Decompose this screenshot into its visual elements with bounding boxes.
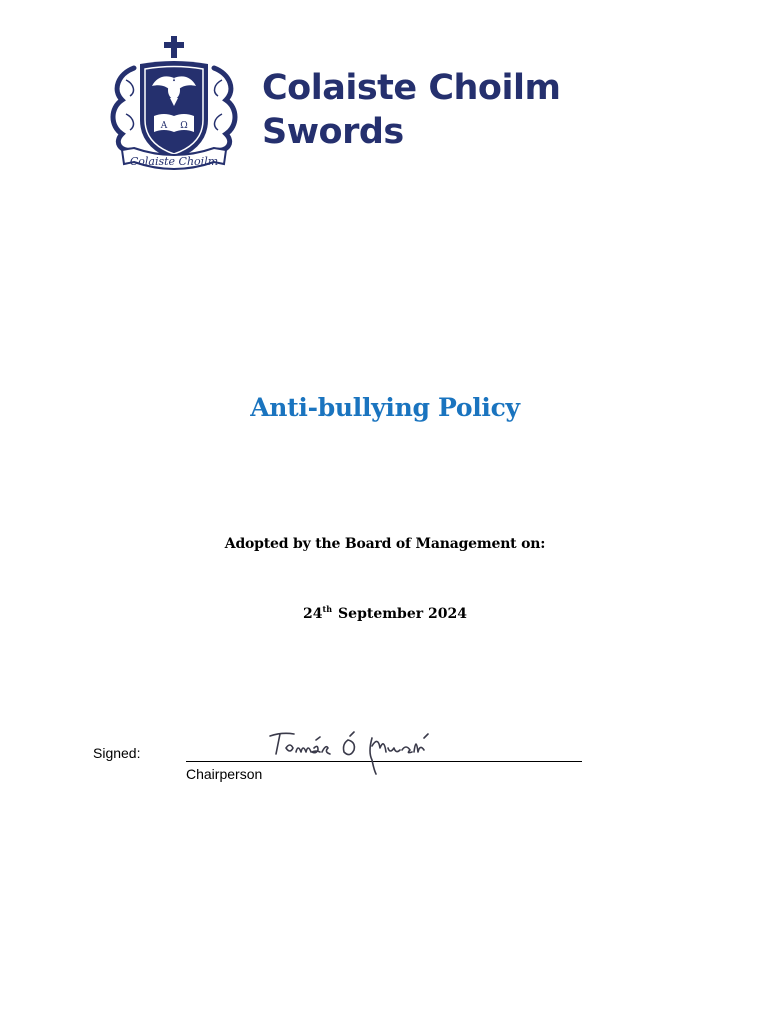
book-icon (154, 114, 194, 132)
cross-icon (164, 36, 184, 58)
adoption-date (0, 604, 770, 622)
adopted-statement: Adopted by the Board of Management on: (224, 536, 546, 552)
school-name-line2: Swords (262, 112, 404, 152)
signatory-role: Chairperson (186, 766, 263, 782)
date-suffix: th (322, 604, 333, 614)
svg-text:Colaiste Choilm: Colaiste Choilm (129, 155, 219, 168)
handwritten-signature (260, 722, 440, 777)
policy-title: Anti-bullying Policy (250, 393, 520, 422)
school-name-line1: Colaiste Choilm (262, 68, 561, 108)
school-crest-logo (104, 34, 244, 179)
signed-label: Signed: (93, 745, 141, 761)
school-name (262, 66, 560, 154)
svg-text:A: A (160, 121, 168, 131)
date-month-year: September 2024 (338, 606, 467, 622)
date-day: 24 (303, 606, 323, 622)
svg-text:Ω: Ω (180, 121, 188, 131)
